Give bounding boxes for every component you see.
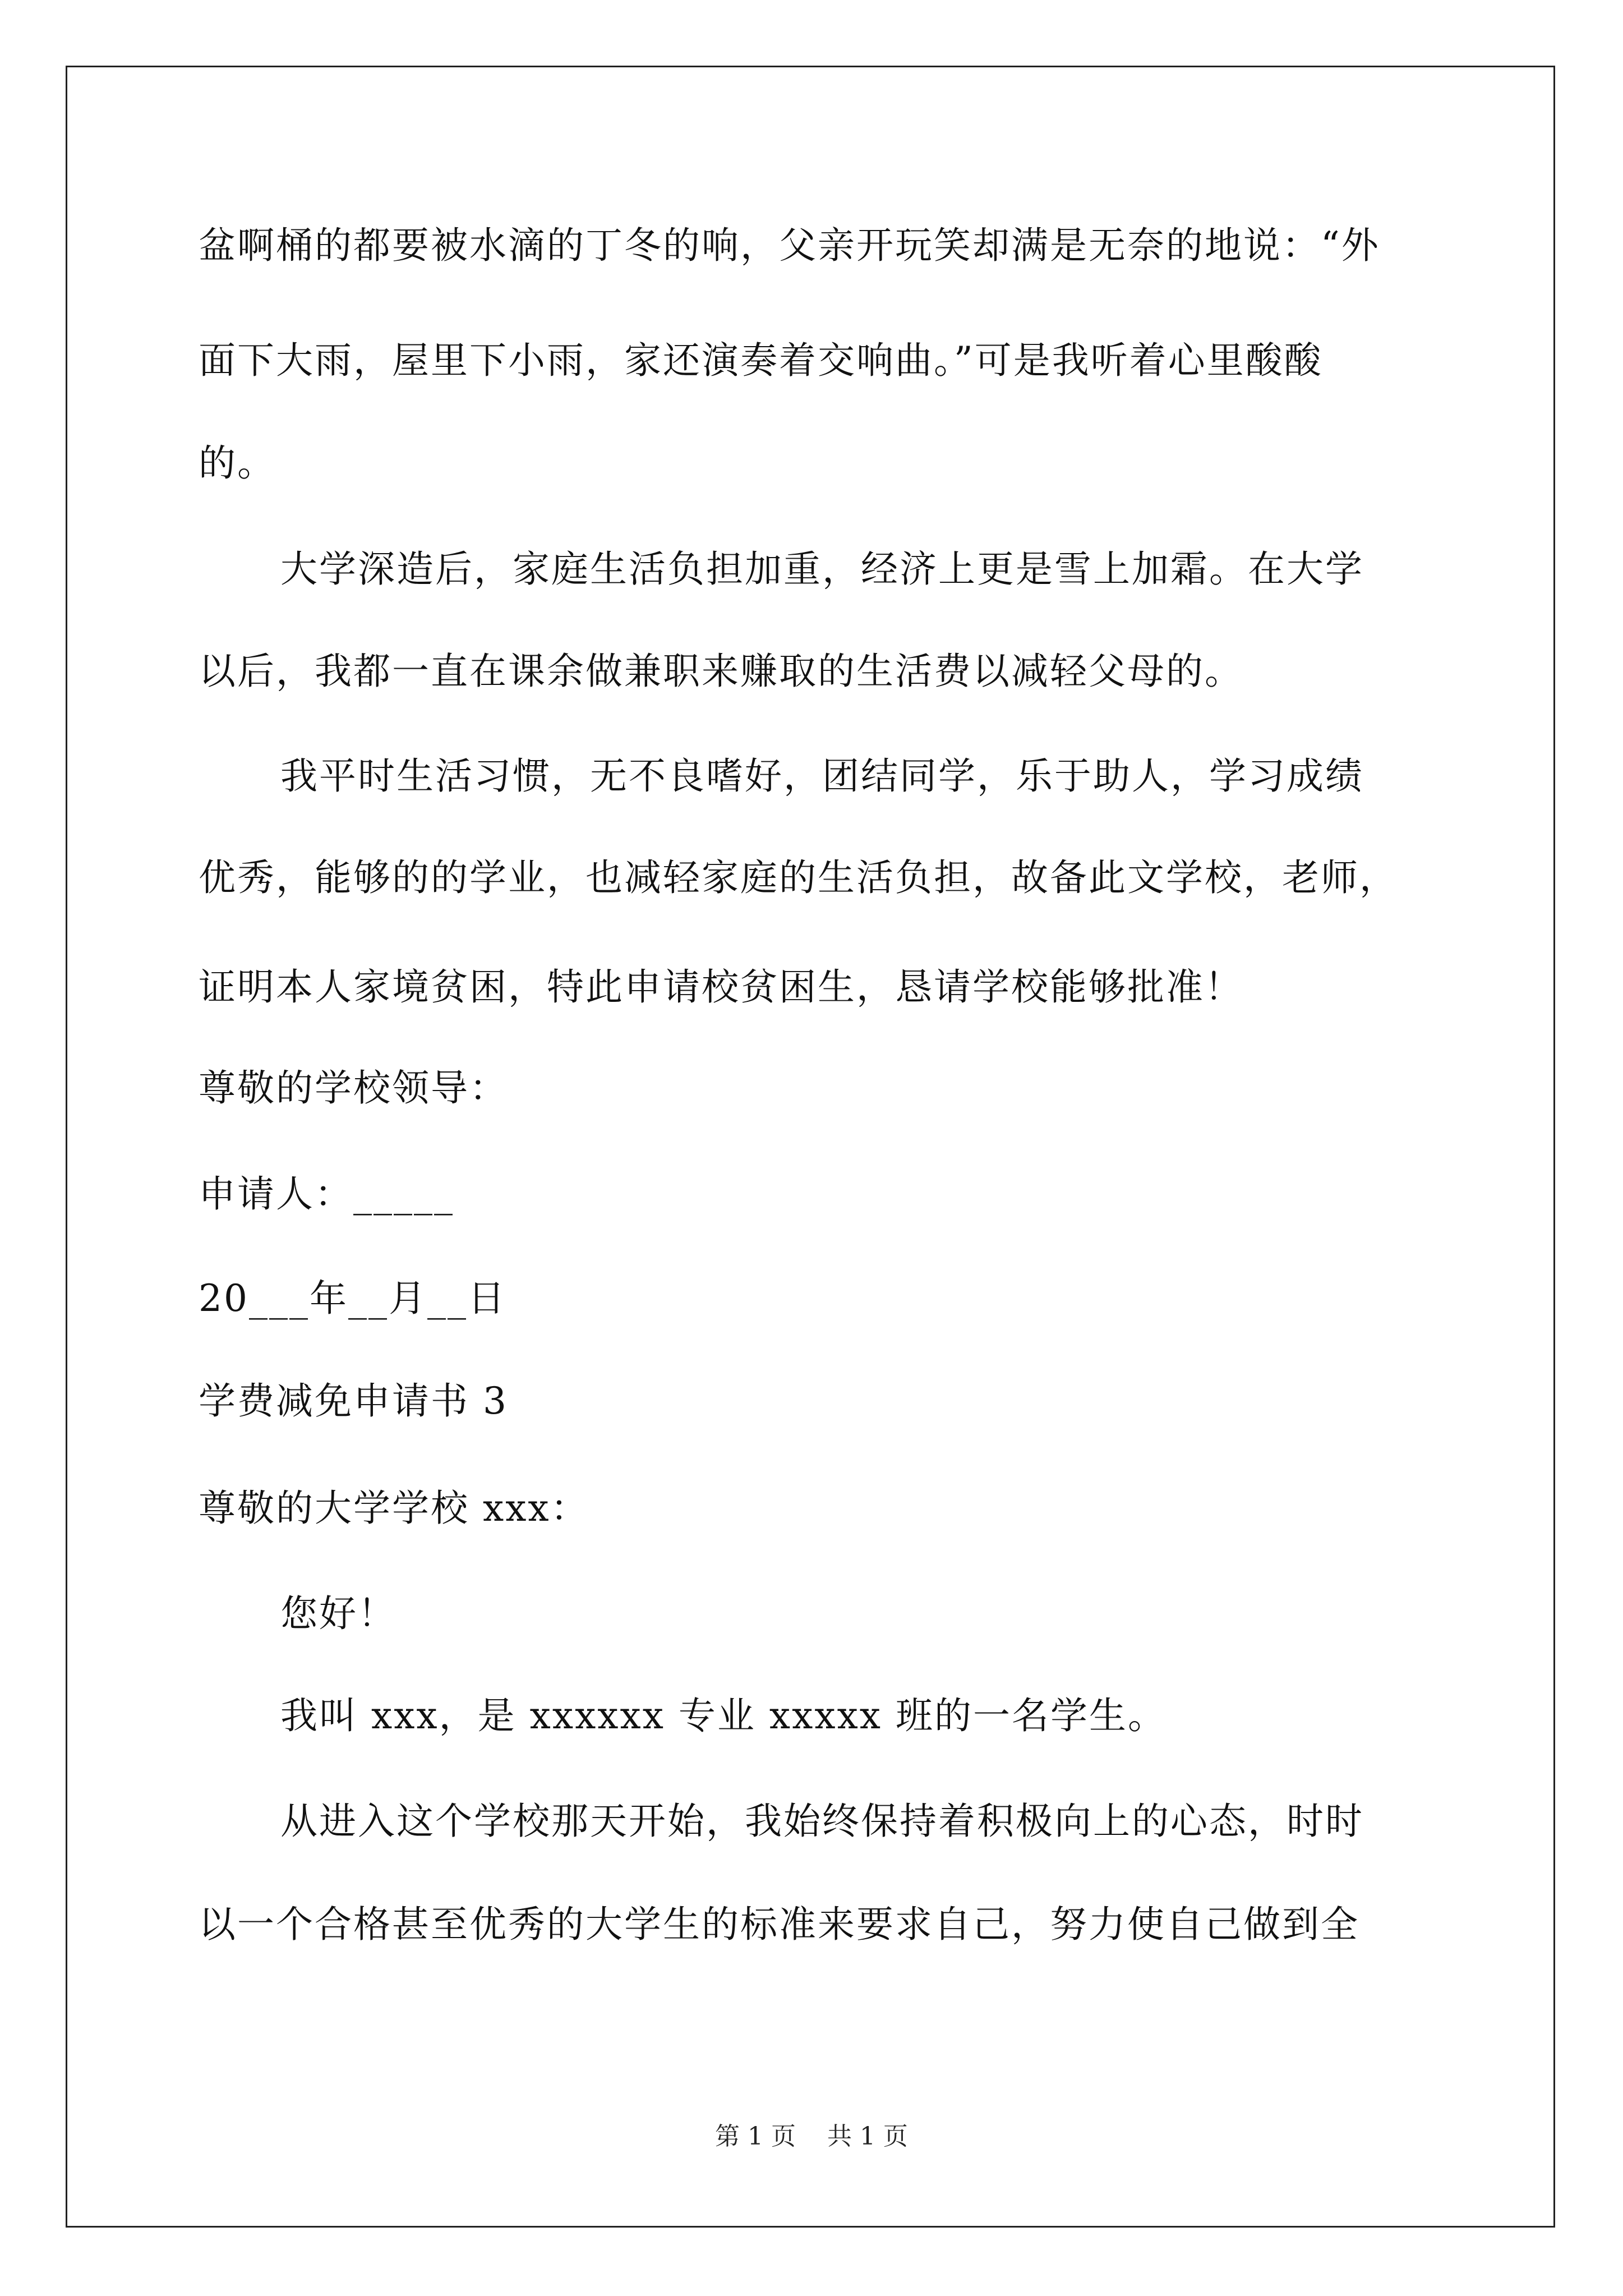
date-line: 20___年__月__日 [199, 1277, 506, 1320]
text-line: 的。 [199, 441, 276, 485]
text-line: 面下大雨，屋里下小雨，家还演奏着交响曲。”可是我听着心里酸酸 [199, 339, 1323, 382]
greeting: 您好！ [280, 1592, 396, 1635]
paragraph-start: 我平时生活习惯，无不良嗜好，团结同学，乐于助人，学习成绩 [280, 754, 1364, 798]
salutation: 尊敬的学校领导： [199, 1066, 508, 1110]
text-line: 以一个合格甚至优秀的大学生的标准来要求自己，努力使自己做到全 [199, 1903, 1359, 1946]
text-line: 优秀，能够的的学业，也减轻家庭的生活负担，故备此文学校，老师， [199, 856, 1398, 899]
paragraph-start: 从进入这个学校那天开始，我始终保持着积极向上的心态，时时 [280, 1800, 1364, 1843]
page-footer: 第 1 页 共 1 页 [715, 2122, 908, 2151]
section-title: 学费减免申请书 3 [199, 1379, 508, 1423]
paragraph-start: 我叫 xxx，是 xxxxxx 专业 xxxxx 班的一名学生。 [280, 1694, 1167, 1737]
salutation: 尊敬的大学学校 xxx： [199, 1487, 589, 1530]
paragraph-start: 大学深造后，家庭生活负担加重，经济上更是雪上加霜。在大学 [280, 547, 1364, 591]
text-line: 盆啊桶的都要被水滴的丁冬的响，父亲开玩笑却满是无奈的地说：“外 [199, 224, 1380, 267]
text-line: 以后，我都一直在课余做兼职来赚取的生活费以减轻父母的。 [199, 650, 1243, 693]
applicant-line: 申请人：_____ [199, 1172, 454, 1216]
text-line: 证明本人家境贫困，特此申请校贫困生，恳请学校能够批准！ [199, 965, 1243, 1009]
